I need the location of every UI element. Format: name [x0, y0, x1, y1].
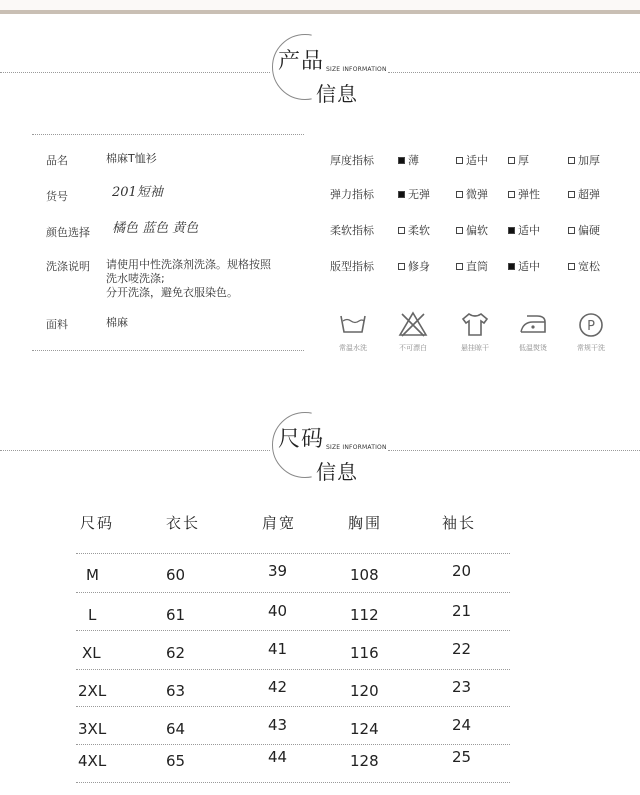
- option-label: 弹性: [518, 188, 540, 201]
- indicator-option: [568, 222, 600, 238]
- heading-title-2: 信息: [316, 460, 358, 484]
- field-label: 洗涤说明: [46, 260, 90, 273]
- table-cell: 40: [268, 602, 288, 620]
- indicator-label: 柔软指标: [330, 224, 374, 237]
- care-icon-item: [388, 310, 438, 353]
- unchecked-box-icon: [456, 157, 463, 164]
- option-label: 适中: [518, 260, 540, 273]
- care-icon-item: [328, 310, 378, 353]
- table-cell: 24: [452, 716, 472, 734]
- table-cell: 64: [166, 720, 186, 738]
- indicator-option: [398, 222, 430, 238]
- table-cell: 4XL: [78, 752, 107, 770]
- checked-box-icon: [508, 227, 515, 234]
- indicator-label: 版型指标: [330, 260, 374, 273]
- table-cell: 60: [166, 566, 186, 584]
- option-label: 宽松: [578, 260, 600, 273]
- option-label: 厚: [518, 154, 529, 167]
- table-cell: 120: [350, 682, 379, 700]
- table-cell: 21: [452, 602, 472, 620]
- hang-dry-icon: [450, 310, 500, 340]
- divider: [388, 450, 640, 451]
- table-cell: 128: [350, 752, 379, 770]
- indicator-option: [456, 258, 488, 274]
- divider: [0, 450, 270, 451]
- product-info-heading: [272, 32, 412, 112]
- checked-box-icon: [398, 157, 405, 164]
- table-cell: 124: [350, 720, 379, 738]
- table-row-divider: [76, 592, 510, 593]
- unchecked-box-icon: [456, 263, 463, 270]
- unchecked-box-icon: [456, 191, 463, 198]
- indicator-option: [398, 258, 430, 274]
- checked-box-icon: [508, 263, 515, 270]
- table-cell: 61: [166, 606, 186, 624]
- heading-subtitle: SIZE INFORMATION: [326, 444, 387, 451]
- option-label: 薄: [408, 154, 419, 167]
- field-value-line: 请使用中性洗涤剂洗涤。规格按照: [106, 258, 271, 271]
- table-cell: 44: [268, 748, 288, 766]
- heading-title-2: 信息: [316, 82, 358, 106]
- field-value-line: 分开洗涤，避免衣服染色。: [106, 286, 238, 299]
- field-value: 橘色 蓝色 黄色: [112, 221, 199, 236]
- table-cell: 20: [452, 562, 472, 580]
- indicator-option: [568, 258, 600, 274]
- wash-basin-icon: [328, 310, 378, 340]
- table-cell: 42: [268, 678, 288, 696]
- table-row-divider: [76, 669, 510, 670]
- care-icon-label: 常规干洗: [577, 344, 605, 352]
- table-cell: 65: [166, 752, 186, 770]
- table-cell: M: [86, 566, 99, 584]
- field-value: 201短袖: [112, 185, 163, 200]
- care-icon-item: [508, 310, 558, 353]
- table-cell: L: [88, 606, 97, 624]
- table-header-cell: 尺码: [80, 514, 115, 532]
- indicator-option: [456, 152, 488, 168]
- table-cell: 41: [268, 640, 288, 658]
- table-cell: 2XL: [78, 682, 107, 700]
- field-value: [106, 258, 306, 300]
- table-cell: 3XL: [78, 720, 107, 738]
- option-label: 偏硬: [578, 224, 600, 237]
- low-iron-icon: [508, 310, 558, 340]
- divider: [32, 134, 304, 135]
- option-label: 超弹: [578, 188, 600, 201]
- table-cell: 22: [452, 640, 472, 658]
- table-header-cell: 肩宽: [262, 514, 297, 532]
- indicator-option: [508, 258, 540, 274]
- indicator-option: [398, 152, 419, 168]
- unchecked-box-icon: [398, 263, 405, 270]
- indicator-option: [508, 222, 540, 238]
- indicator-option: [568, 152, 600, 168]
- heading-title: 产品: [278, 49, 325, 74]
- indicator-option: [508, 152, 529, 168]
- care-icon-item: [566, 310, 616, 353]
- care-icon-label: 常温水洗: [339, 344, 367, 352]
- heading-title: 尺码: [278, 427, 325, 452]
- table-cell: 39: [268, 562, 288, 580]
- divider: [388, 72, 640, 73]
- table-cell: 112: [350, 606, 379, 624]
- table-row-divider: [76, 744, 510, 745]
- field-value: 棉麻: [106, 316, 128, 329]
- option-label: 柔软: [408, 224, 430, 237]
- indicator-option: [568, 186, 600, 202]
- heading-subtitle: SIZE INFORMATION: [326, 66, 387, 73]
- table-row-divider: [76, 630, 510, 631]
- indicator-label: 厚度指标: [330, 154, 374, 167]
- option-label: 修身: [408, 260, 430, 273]
- option-label: 直筒: [466, 260, 488, 273]
- indicator-option: [508, 186, 540, 202]
- unchecked-box-icon: [568, 263, 575, 270]
- table-row-divider: [76, 706, 510, 707]
- table-cell: 23: [452, 678, 472, 696]
- table-cell: 63: [166, 682, 186, 700]
- field-label: 面料: [46, 318, 68, 331]
- checked-box-icon: [398, 191, 405, 198]
- svg-text:P: P: [587, 319, 595, 334]
- top-band: [0, 0, 640, 14]
- dry-clean-icon: [566, 310, 616, 340]
- table-cell: XL: [82, 644, 101, 662]
- unchecked-box-icon: [568, 191, 575, 198]
- indicator-option: [456, 186, 488, 202]
- indicator-option: [398, 186, 430, 202]
- option-label: 微弹: [466, 188, 488, 201]
- table-cell: 116: [350, 644, 379, 662]
- care-icon-item: [450, 310, 500, 353]
- table-header-cell: 衣长: [166, 514, 201, 532]
- table-header-cell: 胸围: [348, 514, 383, 532]
- table-cell: 62: [166, 644, 186, 662]
- care-icon-label: 不可漂白: [399, 344, 427, 352]
- table-cell: 43: [268, 716, 288, 734]
- unchecked-box-icon: [508, 191, 515, 198]
- unchecked-box-icon: [398, 227, 405, 234]
- field-label: 品名: [46, 154, 68, 167]
- unchecked-box-icon: [508, 157, 515, 164]
- divider: [0, 72, 270, 73]
- unchecked-box-icon: [456, 227, 463, 234]
- field-label: 货号: [46, 190, 68, 203]
- table-header-cell: 袖长: [442, 514, 477, 532]
- option-label: 适中: [466, 154, 488, 167]
- option-label: 偏软: [466, 224, 488, 237]
- option-label: 无弹: [408, 188, 430, 201]
- field-value-line: 洗水唛洗涤;: [106, 272, 165, 285]
- option-label: 加厚: [578, 154, 600, 167]
- indicator-label: 弹力指标: [330, 188, 374, 201]
- unchecked-box-icon: [568, 157, 575, 164]
- table-cell: 25: [452, 748, 472, 766]
- field-label: 颜色选择: [46, 226, 90, 239]
- unchecked-box-icon: [568, 227, 575, 234]
- table-row-divider: [76, 553, 510, 554]
- option-label: 适中: [518, 224, 540, 237]
- divider: [32, 350, 304, 351]
- care-icon-label: 低温熨烫: [519, 344, 547, 352]
- indicator-option: [456, 222, 488, 238]
- no-bleach-icon: [388, 310, 438, 340]
- table-row-divider: [76, 782, 510, 783]
- care-icon-label: 悬挂晾干: [461, 344, 489, 352]
- field-value: 棉麻T恤衫: [106, 152, 157, 165]
- table-cell: 108: [350, 566, 379, 584]
- size-info-heading: [272, 410, 412, 490]
